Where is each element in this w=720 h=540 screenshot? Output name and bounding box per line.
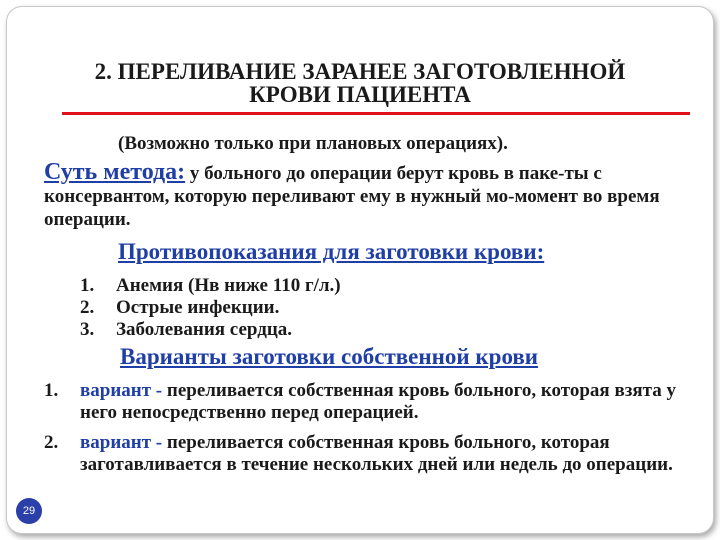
item-text: переливается собственная кровь больного, которая заготавливается в течение нескольких дней или недель до операции. bbox=[80, 432, 673, 475]
contraindications-heading: Противопоказания для заготовки крови: bbox=[118, 239, 545, 264]
variants-list bbox=[44, 380, 694, 484]
list-item bbox=[44, 380, 694, 424]
title-line-1: 2. ПЕРЕЛИВАНИЕ ЗАРАНЕЕ ЗАГОТОВЛЕННОЙ bbox=[94, 59, 626, 84]
essence-lead: Суть метода: bbox=[44, 159, 186, 185]
contraindications-list bbox=[80, 275, 341, 341]
item-body bbox=[80, 380, 694, 424]
item-text: переливается собственная кровь больного, которая взята у него непосредственно перед операцией. bbox=[80, 380, 676, 423]
item-number: 3. bbox=[80, 319, 95, 340]
page-number-badge: 29 bbox=[16, 498, 42, 524]
item-number: 2. bbox=[44, 432, 59, 453]
variant-keyword: вариант - bbox=[80, 432, 167, 453]
essence-text: у больного до операции берут кровь в паке-ты с консервантом, которую переливают ему в нужный мо-момент во время операции. bbox=[44, 163, 660, 230]
slide-title bbox=[30, 60, 690, 106]
planned-operations-note: (Возможно только при плановых операциях). bbox=[118, 133, 508, 154]
item-text: Заболевания сердца. bbox=[116, 319, 293, 340]
item-text: Анемия (Нв ниже 110 г/л.) bbox=[116, 275, 341, 296]
list-item bbox=[80, 297, 341, 319]
title-line-2: КРОВИ ПАЦИЕНТА bbox=[249, 82, 471, 107]
title-underline-rule bbox=[62, 112, 690, 115]
list-item bbox=[80, 319, 341, 341]
item-number: 1. bbox=[80, 275, 95, 296]
item-number: 2. bbox=[80, 297, 95, 318]
item-body bbox=[80, 432, 694, 476]
variant-keyword: вариант - bbox=[80, 380, 167, 401]
method-essence bbox=[44, 161, 694, 231]
list-item bbox=[80, 275, 341, 297]
list-item bbox=[44, 432, 694, 476]
variants-heading: Варианты заготовки собственной крови bbox=[120, 344, 539, 369]
item-text: Острые инфекции. bbox=[116, 297, 280, 318]
item-number: 1. bbox=[44, 380, 59, 401]
